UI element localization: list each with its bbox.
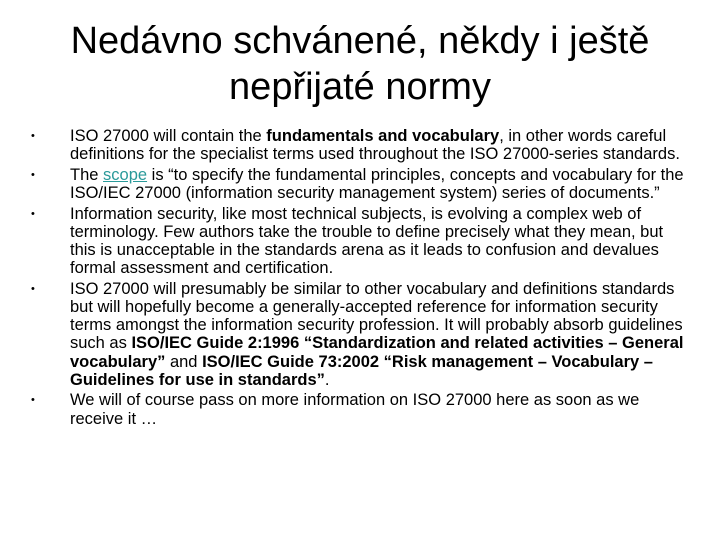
bullet-item <box>24 166 684 202</box>
bullet-icon: • <box>31 394 35 407</box>
bold-term: ISO/IEC Guide 2:1996 “Standardization and related activities – General vocabulary” <box>70 334 684 371</box>
bullet-icon: • <box>31 207 35 220</box>
bullet-text: ISO 27000 will contain the <box>70 127 267 145</box>
bullet-item <box>24 391 684 427</box>
bullet-text: Information security, like most technical subjects, is evolving a complex web of terminology. Few authors take the trouble to define precisely what they mean, but this is unacceptable in the standards arena as it leads to confusion and devalues formal assessment and certification. <box>70 204 664 278</box>
bullet-text: , in other words careful definitions for the specialist terms used throughout the ISO 27000-series standards. <box>70 127 680 164</box>
bullet-text: We will of course pass on more information on ISO 27000 here as soon as we receive it … <box>70 391 640 428</box>
bullet-list <box>24 127 684 430</box>
bold-term: fundamentals and vocabulary <box>266 127 500 145</box>
bullet-icon: • <box>31 130 35 142</box>
bullet-text: is “to specify the fundamental principles, concepts and vocabulary for the ISO/IEC 27000 (information security management system) series of documents.” <box>70 165 684 202</box>
bullet-item <box>24 127 684 163</box>
bullet-item <box>24 205 684 278</box>
slide-title: Nedávno schvánené, někdy i ještě nepřijaté normy <box>70 20 650 108</box>
bullet-text: The <box>70 165 104 184</box>
bullet-text: and <box>165 352 203 371</box>
scope-link[interactable]: scope <box>103 165 148 184</box>
bold-term: ISO/IEC Guide 73:2002 “Risk management – Vocabulary – Guidelines for use in standards” <box>70 352 653 389</box>
bullet-text: . <box>324 370 330 389</box>
bullet-icon: • <box>31 168 35 181</box>
bullet-item <box>24 280 684 389</box>
bullet-text: ISO 27000 will presumably be similar to other vocabulary and definitions standards but will hopefully become a generally-accepted reference for information security terms amongst the information security profession. It will probably absorb guidelines such as <box>70 279 683 353</box>
bullet-icon: • <box>31 282 35 295</box>
